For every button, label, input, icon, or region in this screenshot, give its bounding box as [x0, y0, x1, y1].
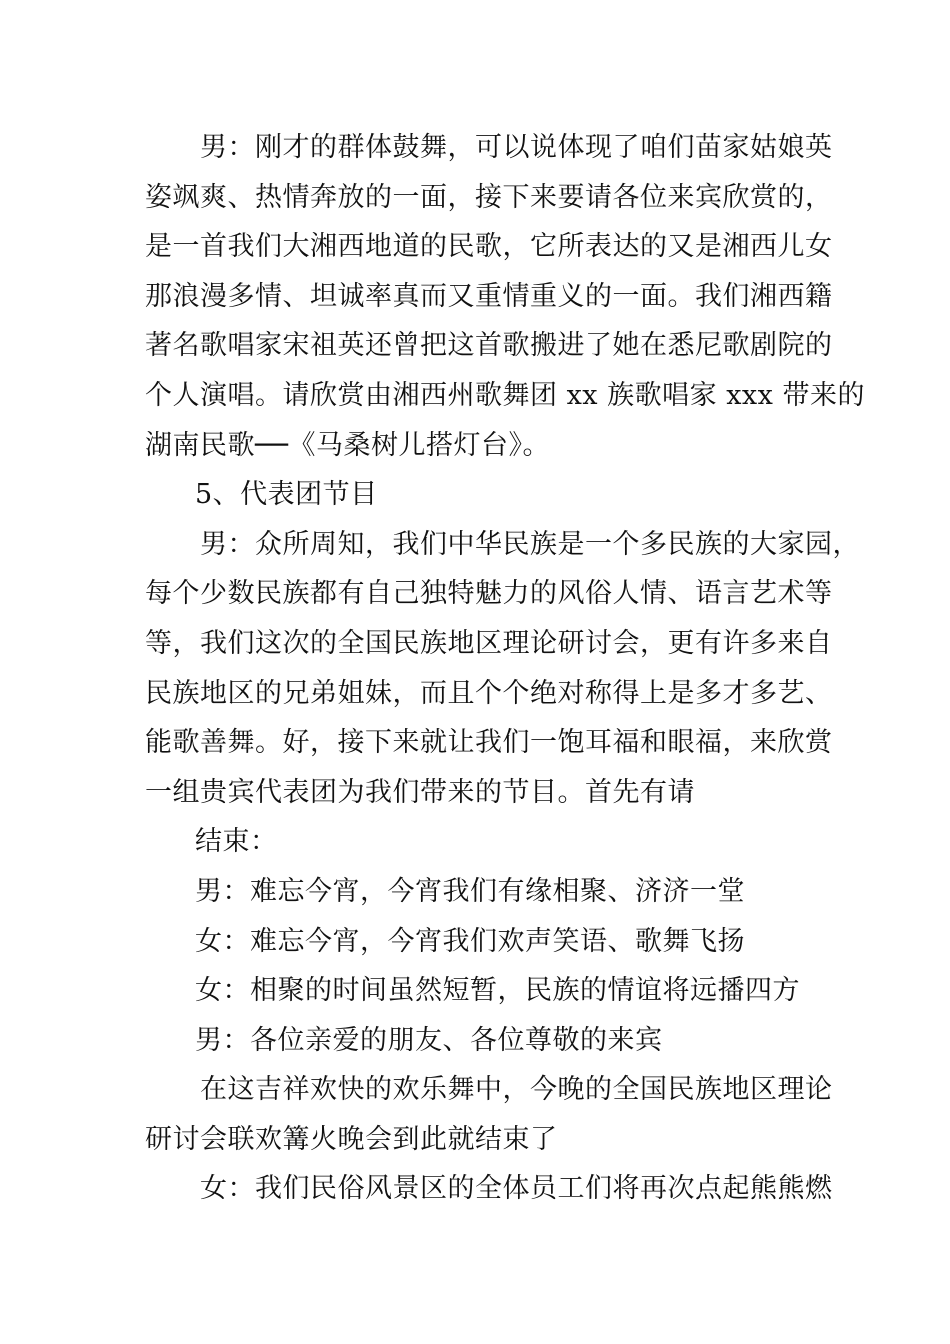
paragraph-line: 姿飒爽、热情奔放的一面，接下来要请各位来宾欣赏的，: [145, 181, 833, 213]
section-heading: 结束：: [195, 826, 278, 858]
paragraph-line: 一组贵宾代表团为我们带来的节目。首先有请: [145, 776, 695, 808]
paragraph-line: 是一首我们大湘西地道的民歌，它所表达的又是湘西儿女: [145, 231, 833, 263]
document-body: [145, 123, 865, 1214]
paragraph-line: 女：我们民俗风景区的全体员工们将再次点起熊熊燃: [200, 1173, 833, 1205]
paragraph-line: 等，我们这次的全国民族地区理论研讨会，更有许多来自: [145, 627, 833, 659]
paragraph-line: 民族地区的兄弟姐妹，而且个个绝对称得上是多才多艺、: [145, 677, 833, 709]
paragraph-line: 能歌善舞。好，接下来就让我们一饱耳福和眼福，来欣赏: [145, 727, 833, 759]
paragraph-line: 每个少数民族都有自己独特魅力的风俗人情、语言艺术等: [145, 578, 833, 610]
paragraph-line: 个人演唱。请欣赏由湘西州歌舞团 xx 族歌唱家 xxx 带来的: [145, 379, 865, 411]
dialogue-line: 女：难忘今宵，今宵我们欢声笑语、歌舞飞扬: [195, 925, 745, 957]
paragraph-line: 男：众所周知，我们中华民族是一个多民族的大家园，: [200, 528, 860, 560]
dialogue-line: 男：各位亲爱的朋友、各位尊敬的来宾: [195, 1024, 663, 1056]
section-heading: 5、代表团节目: [195, 479, 378, 511]
paragraph-line: 男：刚才的群体鼓舞，可以说体现了咱们苗家姑娘英: [200, 132, 833, 163]
paragraph-line: 在这吉祥欢快的欢乐舞中，今晚的全国民族地区理论: [200, 1074, 833, 1106]
paragraph-line: 湖南民歌──《马桑树儿搭灯台》。: [145, 429, 551, 461]
dialogue-line: 女：相聚的时间虽然短暂，民族的情谊将远播四方: [195, 975, 800, 1007]
paragraph-line: 那浪漫多情、坦诚率真而又重情重义的一面。我们湘西籍: [145, 280, 833, 312]
paragraph-line: 著名歌唱家宋祖英还曾把这首歌搬进了她在悉尼歌剧院的: [145, 330, 833, 362]
dialogue-line: 男：难忘今宵，今宵我们有缘相聚、济济一堂: [195, 875, 745, 907]
paragraph-line: 研讨会联欢篝火晚会到此就结束了: [145, 1123, 558, 1155]
